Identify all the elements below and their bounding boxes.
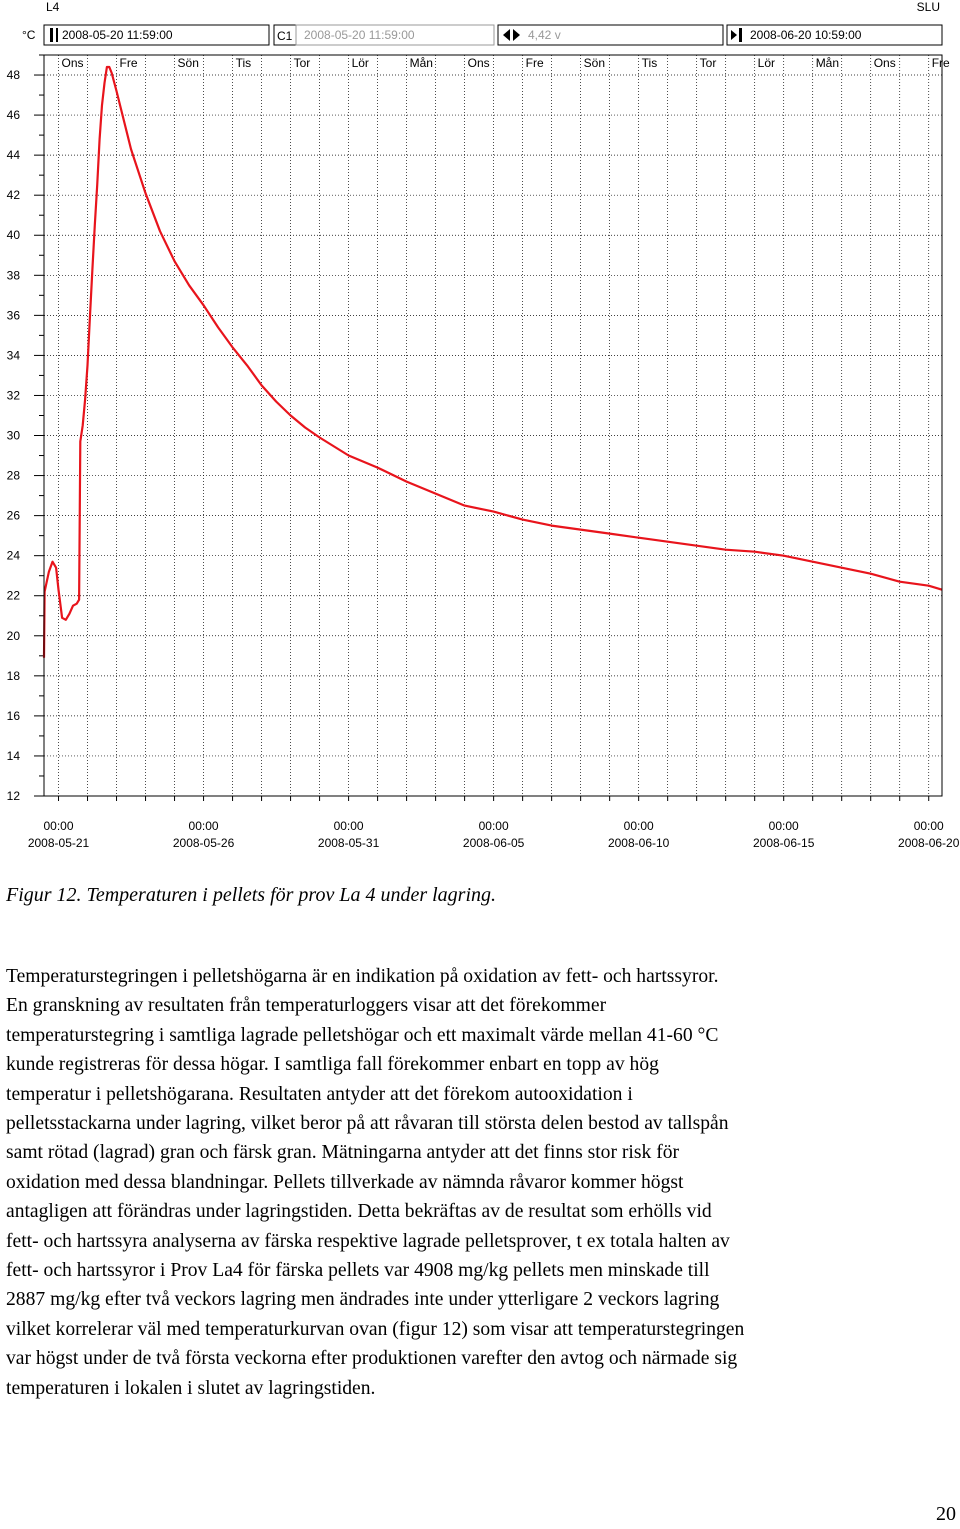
grid [59, 55, 929, 801]
x-tick-time: 00:00 [43, 819, 74, 833]
x-tick-date: 2008-06-15 [752, 836, 815, 850]
y-tick-label: 34 [6, 348, 20, 363]
cursor2-bar-icon [739, 28, 742, 42]
body-line: oxidation med dessa blandningar. Pellets tillverkade av nämnda råvaror kommer högst [6, 1171, 684, 1193]
weekday-label: Tis [235, 56, 252, 70]
c1-time: 2008-05-20 11:59:00 [304, 28, 415, 42]
x-tick-time: 00:00 [768, 819, 799, 833]
figure-caption: Figur 12. Temperaturen i pellets för prov La 4 under lagring. [6, 884, 496, 906]
weekday-label: Fre [525, 56, 544, 70]
weekday-label: Lör [757, 56, 776, 70]
y-tick-label: 32 [6, 388, 20, 403]
weekday-label: Ons [61, 56, 84, 70]
weekday-label: Fre [931, 56, 950, 70]
unit-label: °C [22, 28, 36, 42]
y-tick-label: 44 [6, 148, 20, 163]
x-tick-time: 00:00 [333, 819, 364, 833]
weekday-label: Ons [873, 56, 896, 70]
x-tick-date: 2008-06-20 [898, 836, 960, 850]
body-line: En granskning av resultaten från temperaturloggers visar att det förekommer [6, 995, 607, 1017]
x-tick-date: 2008-05-21 [27, 836, 90, 850]
y-tick-label: 24 [6, 548, 20, 563]
x-tick-date: 2008-06-05 [462, 836, 525, 850]
plot-frame [44, 55, 942, 796]
y-tick-label: 22 [6, 588, 20, 603]
weekday-label: Mån [409, 56, 433, 70]
x-tick-date: 2008-05-31 [317, 836, 380, 850]
weekday-label: Tis [641, 56, 658, 70]
weekday-label: Lör [351, 56, 369, 70]
body-line: kunde registreras för dessa högar. I samtliga fall förekommer enbart en topp av hög [6, 1054, 659, 1076]
body-line: temperaturstegring i samtliga lagrade pelletshögar och ett maximalt värde mellan 41-60 °C [6, 1024, 719, 1046]
y-tick-label: 38 [6, 268, 20, 283]
body-line: Temperaturstegringen i pelletshögarna är en indikation på oxidation av fett- och hartssyror. [6, 966, 719, 987]
x-tick-date: 2008-05-26 [172, 836, 235, 850]
y-axis [7, 55, 942, 803]
y-tick-label: 48 [6, 68, 20, 83]
x-tick-time: 00:00 [188, 819, 219, 833]
x-tick-time: 00:00 [913, 819, 944, 833]
y-tick-label: 14 [6, 748, 20, 763]
y-tick-label: 18 [6, 668, 20, 683]
x-tick-time: 00:00 [478, 819, 509, 833]
x-tick-date: 2008-06-10 [607, 836, 670, 850]
x-tick-time: 00:00 [623, 819, 654, 833]
weekday-label: Tor [699, 56, 717, 70]
cursor1-bar-icon [56, 28, 58, 42]
body-line: antagligen att förändras under lagringstiden. Detta bekräftas av de resultat som erhölls vid [6, 1201, 712, 1223]
org-label: SLU [916, 0, 940, 14]
weekday-label: Tor [293, 56, 311, 70]
page-number: 20 [936, 1503, 956, 1525]
weekday-labels [62, 56, 951, 70]
weekday-label: Mån [815, 56, 840, 70]
y-tick-label: 28 [6, 468, 20, 483]
body-line: pelletsstackarna under lagring, vilket beror på att råvaran till största delen bestod av tallspån [6, 1113, 729, 1135]
weekday-label: Ons [467, 56, 490, 70]
c1-label: C1 [277, 29, 293, 43]
body-line: fett- och hartssyra analyserna av färska respektive lagrade pelletsprover, t ex totala halten av [6, 1230, 730, 1252]
body-paragraph [6, 962, 956, 1403]
y-tick-label: 40 [6, 228, 20, 243]
body-line: temperatur i pelletshögarana. Resultaten antyder att det förekom autooxidation i [6, 1083, 633, 1105]
cursor1-marker-icon [50, 28, 53, 42]
cursor2-time: 2008-06-20 10:59:00 [750, 28, 862, 42]
y-tick-label: 30 [6, 428, 20, 443]
cursor1-time: 2008-05-20 11:59:00 [62, 28, 173, 42]
body-line: fett- och hartssyror i Prov La4 för färska pellets var 4908 mg/kg pellets men minskade till [6, 1260, 710, 1282]
body-line: var högst under de två första veckorna efter produktionen varefter den avtog och närmade sig [6, 1348, 738, 1370]
temperature-series-line [44, 67, 942, 658]
weekday-label: Sön [583, 56, 606, 70]
series-layer [44, 67, 942, 658]
y-tick-label: 20 [6, 628, 20, 643]
y-tick-label: 42 [6, 188, 20, 203]
c1-value: 4,42 v [528, 28, 561, 42]
logger-label: L4 [46, 0, 60, 14]
y-tick-label: 16 [6, 708, 20, 723]
y-tick-label: 46 [6, 108, 20, 123]
body-line: vilket korrelerar väl med temperaturkurvan ovan (figur 12) som visar att temperaturstegringen [6, 1318, 745, 1340]
y-tick-label: 26 [6, 508, 20, 523]
y-tick-label: 36 [6, 308, 20, 323]
body-line: temperaturen i lokalen i slutet av lagringstiden. [6, 1377, 376, 1399]
body-line: 2887 mg/kg efter två veckors lagring men ändrades inte under ytterligare 2 veckors lagring [6, 1289, 720, 1311]
weekday-label: Fre [119, 56, 138, 70]
y-tick-label: 12 [6, 789, 20, 803]
weekday-label: Sön [177, 56, 199, 70]
x-axis [28, 819, 960, 850]
body-line: samt rötad (lagrad) gran och färsk gran. Mätningarna antyder att det finns stor risk för [6, 1142, 680, 1164]
